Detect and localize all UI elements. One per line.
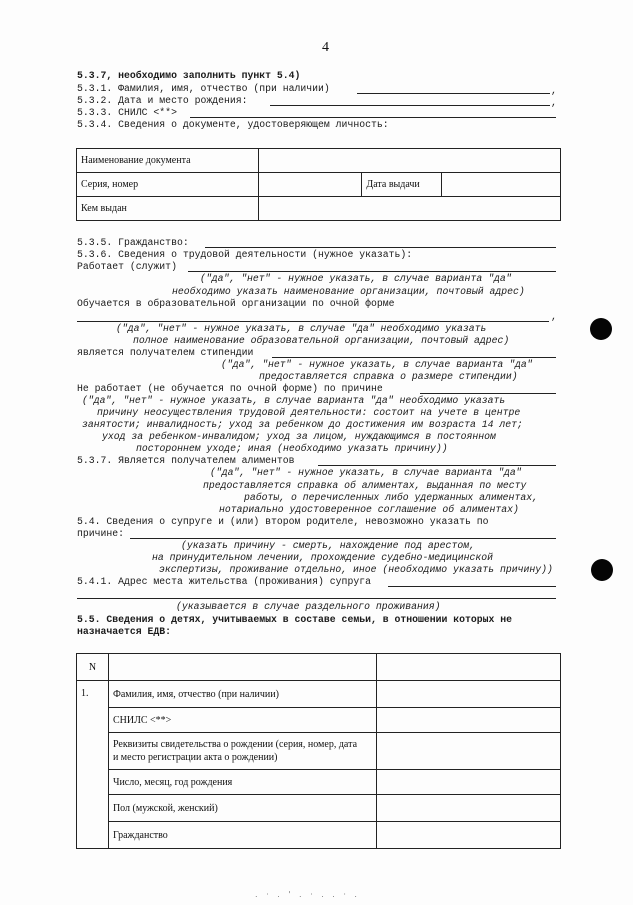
child-birth-date-cell[interactable]: [377, 770, 561, 795]
alimony-hint-2: предоставляется справка об алиментах, выданная по месту: [203, 480, 527, 491]
field-label-snils: 5.3.3. СНИЛС <**>: [77, 107, 177, 118]
reason-hint-3: экспертизы, проживание отдельно, иное (необходимо указать причину)): [159, 564, 553, 575]
section-5-3-7-note: 5.3.7, необходимо заполнить пункт 5.4): [77, 70, 301, 81]
citizenship-input-line[interactable]: [205, 247, 556, 248]
stipend-input-line[interactable]: [272, 357, 556, 358]
child-birth-cert-label-2: и место регистрации акта о рождении): [112, 752, 278, 763]
notwork-hint-5: постороннем уходе; иная (необходимо указать причину)): [136, 443, 448, 454]
spouse-reason-label: причине:: [77, 528, 125, 539]
field-label-birth: 5.3.2. Дата и место рождения:: [77, 95, 248, 106]
header-cell-empty-2: [377, 654, 561, 681]
doc-issued-by-label: Кем выдан: [77, 197, 259, 221]
spouse-section-label: 5.4. Сведения о супруге и (или) втором родителе, невозможно указать по: [77, 516, 489, 527]
scan-noise: . · . ' . · . . · .: [255, 890, 360, 899]
child-fio-cell[interactable]: [377, 681, 561, 708]
works-label: Работает (служит): [77, 261, 177, 272]
children-section-title-2: назначается ЕДВ:: [77, 626, 172, 637]
doc-issued-by-cell[interactable]: [258, 197, 560, 221]
birth-input-line[interactable]: [270, 105, 550, 106]
spouse-address-input-line-2[interactable]: [77, 598, 556, 599]
notwork-hint-3: занятости; инвалидность; уход за ребенком до достижения им возраста 14 лет;: [82, 419, 523, 430]
id-document-table: [76, 148, 561, 221]
doc-series-label: Серия, номер: [77, 173, 259, 197]
notwork-hint-4: уход за ребенком-инвалидом; уход за лицом, нуждающимся в постоянном: [102, 431, 496, 442]
doc-issue-date-label: Дата выдачи: [362, 173, 442, 197]
stipend-hint-1: ("да", "нет" - нужное указать, в случае варианта "да": [221, 359, 533, 370]
notwork-label: Не работает (не обучается по очной форме) по причине: [77, 383, 383, 394]
reason-hint-1: (указать причину - смерть, нахождение под арестом,: [181, 540, 475, 551]
stipend-hint-2: предоставляется справка о размере стипендии): [259, 371, 518, 382]
alimony-input-line[interactable]: [318, 465, 556, 466]
children-section-title: 5.5. Сведения о детях, учитываемых в составе семьи, в отношении которых не: [77, 614, 513, 625]
doc-name-label: Наименование документа: [77, 149, 259, 173]
col-header-n: N: [77, 654, 109, 681]
stipend-label: является получателем стипендии: [77, 347, 254, 358]
notwork-hint-1: ("да", "нет" - нужное указать, в случае варианта "да" необходимо указать: [82, 395, 506, 406]
document-page: 4 5.3.7, необходимо заполнить пункт 5.4) 5.3.1. Фамилия, имя, отчество (при наличии) , 5.3.2. Дата и место рождения: , 5.3.3. СНИЛС <**> 5.3.4. Сведения о документе, удостоверяющем личность: Наименование документа Серия, номер Дата выдачи Кем выдан 5.3.5. Гражданство: 5.3.6. Сведения о трудовой деятельности (нужное указать): Работает (служит) ("да", "нет" - нужное указать, в случае варианта "да" необходимо указать наименование организации, почтовый адрес) Обучается в образовательной организации по очной форме , ("да", "нет" - нужное указать, в случае "да" необходимо указать полное наименование образовательной организации, почтовый адрес) является получателем стипендии ("да", "нет" - нужное указать, в случае варианта "да" предоставляется справка о размере стипендии) Не работает (не обучается по очной форме) по причине ("да", "нет" - нужное указать, в случае варианта "да" необходимо указать причину неосуществления трудовой деятельности: состоит на учете в центре занятости; инвалидность; уход за ребенком до достижения им возраста 14 лет; уход за ребенком-инвалидом; уход за лицом, нуждающимся в постоянном постороннем уходе; иная (необходимо указать причину)) 5.3.7. Является получателем алиментов ("да", "нет" - нужное указать, в случае варианта "да" предоставляется справка об алиментах, выданная по месту работы, о перечисленных либо удержанных алиментах, нотариально удостоверенное соглашение об алиментах) 5.4. Сведения о супруге и (или) втором родителе, невозможно указать по причине: (указать причину - смерть, нахождение под арестом, на принудительном лечении, прохождение судебно-медицинской экспертизы, проживание отдельно, иное (необходимо указать причину)) 5.4.1. Адрес места жительства (проживания) супруга (указывается в случае раздельного проживания) 5.5. Сведения о детях, учитываемых в составе семьи, в отношении которых не назначается ЕДВ: N 1. Фамилия, имя, отчество (при наличии) СНИЛС <**> Реквизиты свидетельства о рождении (серия, номер, дата и место регистрации акта о рождении) Число, месяц, год рождения Пол (мужской, женский) Гражданство . · . ' . · . . · .: [0, 0, 633, 905]
alimony-label: 5.3.7. Является получателем алиментов: [77, 455, 295, 466]
doc-issue-date-cell[interactable]: [442, 173, 561, 197]
notwork-input-line[interactable]: [420, 393, 556, 394]
header-cell-empty: [108, 654, 376, 681]
address-hint: (указывается в случае раздельного проживания): [176, 601, 441, 612]
alimony-hint-3: работы, о перечисленных либо удержанных алиментах,: [244, 492, 538, 503]
doc-series-cell[interactable]: [258, 173, 362, 197]
spouse-address-label: 5.4.1. Адрес места жительства (проживания) супруга: [77, 576, 371, 587]
works-hint-1: ("да", "нет" - нужное указать, в случае варианта "да": [200, 273, 512, 284]
child-citizenship-label: Гражданство: [108, 822, 376, 849]
children-table: [76, 653, 561, 849]
punch-hole-bottom: [591, 559, 613, 581]
works-input-line[interactable]: [188, 271, 556, 272]
reason-hint-2: на принудительном лечении, прохождение судебно-медицинской: [152, 552, 493, 563]
notwork-hint-2: причину неосуществления трудовой деятельности: состоит на учете в центре: [97, 407, 521, 418]
punch-hole-top: [590, 318, 612, 340]
child-birth-cert-cell[interactable]: [377, 733, 561, 770]
field-label-id-document: 5.3.4. Сведения о документе, удостоверяющем личность:: [77, 119, 389, 130]
alimony-hint-1: ("да", "нет" - нужное указать, в случае варианта "да": [210, 467, 522, 478]
child-sex-cell[interactable]: [377, 795, 561, 822]
child-snils-label: СНИЛС <**>: [108, 708, 376, 733]
studies-label: Обучается в образовательной организации по очной форме: [77, 298, 395, 309]
child-snils-cell[interactable]: [377, 708, 561, 733]
spouse-address-input-line-1[interactable]: [388, 586, 556, 587]
studies-hint-2: полное наименование образовательной организации, почтовый адрес): [133, 335, 510, 346]
child-row-number: 1.: [77, 681, 109, 849]
page-number: 4: [322, 40, 329, 55]
alimony-hint-4: нотариально удостоверенное соглашение об алиментах): [219, 504, 519, 515]
field-label-fio: 5.3.1. Фамилия, имя, отчество (при наличии): [77, 83, 330, 94]
spouse-reason-input-line[interactable]: [130, 538, 556, 539]
works-hint-2: необходимо указать наименование организации, почтовый адрес): [172, 286, 525, 297]
studies-input-line[interactable]: [77, 321, 549, 322]
field-label-citizenship: 5.3.5. Гражданство:: [77, 237, 189, 248]
child-sex-label: Пол (мужской, женский): [108, 795, 376, 822]
child-birth-date-label: Число, месяц, год рождения: [108, 770, 376, 795]
child-birth-cert-label-1: Реквизиты свидетельства о рождении (серия, номер, дата: [112, 739, 358, 750]
fio-input-line[interactable]: [357, 93, 550, 94]
studies-hint-1: ("да", "нет" - нужное указать, в случае "да" необходимо указать: [116, 323, 487, 334]
child-fio-label: Фамилия, имя, отчество (при наличии): [108, 681, 376, 708]
child-citizenship-cell[interactable]: [377, 822, 561, 849]
field-label-work: 5.3.6. Сведения о трудовой деятельности (нужное указать):: [77, 249, 413, 260]
snils-input-line[interactable]: [190, 117, 556, 118]
doc-name-cell[interactable]: [258, 149, 560, 173]
